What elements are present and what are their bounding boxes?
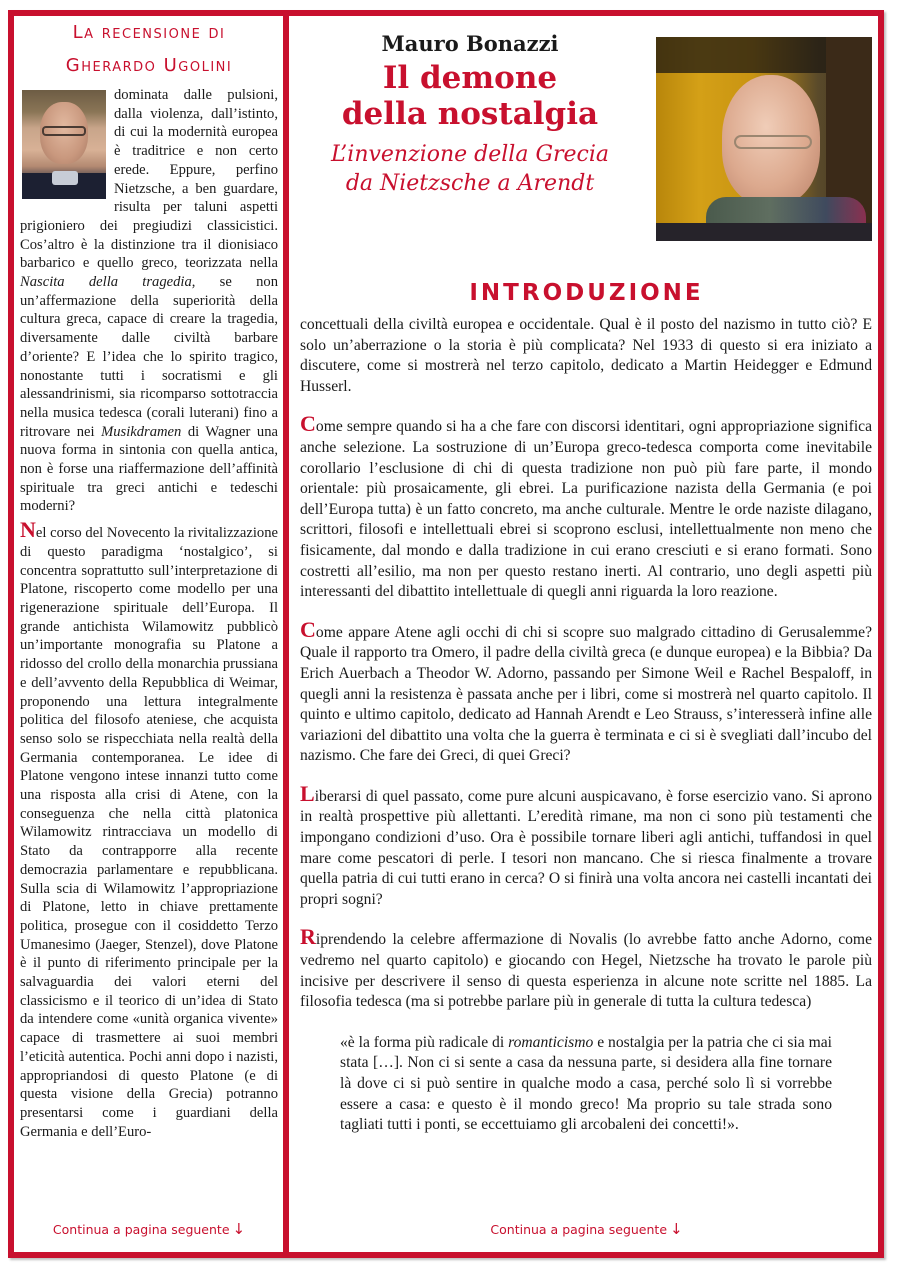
review-paragraph-2: Nel corso del Novecento la rivitalizzazione di questo paradigma ‘nostalgico’, si concentra soprattutto sull’interpretazione di Platone, riscoperto come modello per una rigenerazione spirituale dell’Europa. Il grande antichista Wilamowitz pubblicò un’importante monografia su Platone a ridosso del crollo della monarchia prussiana e dell’avvento della Repubblica di Weimar, proponendo una lettura integralmente politica del filosofo ateniese, che acquista senso solo se rispecchiata nella realtà della Germania contemporanea. Le idee di Platone vengono intese innanzi tutto come una risposta alla crisi di Atene, con la conseguenza che nella città platonica Wilamowitz rintracciava un modello di Stato da contrapporre alla recente democrazia parlamentare e repubblicana. Sulla scia di Wilamowitz l’appropriazione di Platone, letto in chiave prettamente politica, prosegue con il cosiddetto Terzo Umanesimo (Jaeger, Stenzel), dove Platone è il punto di riferimento principale per la salvaguardia dei valori eterni del classicismo e il teorico di un’idea di Stato da intendere come «unità organica vivente» capace di trasmettere ai suoi membri l’eticità autentica. Pochi anni dopo i nazisti, appropriandosi di questo Platone (e di questa visione della Grecia) potranno presentarsi come i guardiani della Germania e dell’Euro- [20,517,278,1140]
work-title-italic: Musikdramen [101,423,182,440]
book-subtitle: L’invenzione della Grecia da Nietzsche a Arendt [330,142,610,196]
dropcap: N [20,517,36,543]
author-glasses [734,135,812,149]
excerpt-paragraph-1: concettuali della civiltà europea e occidentale. Qual è il posto del nazismo in tutto ciò? E solo un’aberrazione o la storia è più complicata? Nel 1933 di questo si era iniziato a discutere, come si mostrerà nel terzo capitolo, dedicato a Martin Heidegger e Edmund Husserl. [300,316,872,395]
arrow-down-icon: ↓ [670,1220,683,1238]
dropcap: C [300,411,316,437]
column-divider [283,10,289,1258]
book-author: Mauro Bonazzi [381,31,559,56]
review-heading [20,16,278,82]
nietzsche-quote: «è la forma più radicale di romanticismo e nostalgia per la patria che ci sia mai stata […]. Non ci si sente a casa da nessuna parte, si desidera alla fine tornare là dove ci si può sentire in qualche modo a casa, perché solo lì si vorrebbe essere a casa: e questo è il mondo greco! Ma proprio su tale strada sono tagliati tutti i ponti, se eccettuiamo gli arcobaleni dei concetti!». [340,1033,832,1134]
reviewer-photo [22,90,106,199]
reviewer-collar [52,171,78,185]
book-title-block [295,16,645,198]
review-heading-line-2: Gherardo Ugolini [65,55,233,76]
excerpt-column [295,16,878,1252]
dropcap: R [300,924,316,950]
continue-next-page-link[interactable]: Continua a pagina seguente ↓ [52,1220,246,1238]
author-photo [656,37,872,241]
arrow-down-icon: ↓ [232,1220,246,1238]
continue-next-page-link[interactable]: Continua a pagina seguente ↓ [490,1220,683,1238]
reviewer-glasses [42,126,86,136]
book-title-italic: Nascita della tragedia [20,274,192,291]
excerpt-paragraph-2: Come sempre quando si ha a che fare con discorsi identitari, ogni appropriazione significa anche selezione. La sostruzione di un’Europa greco-tedesca comporta come inevitabile corollario l’esclusione di chi di questa tradizione non può più fare parte, il mondo orientale: più prosaicamente, gli ebrei. La purificazione nazista della Germania (e poi dell’Europa tutta) è un fatto concreto, ma anche culturale. Mentre le orde naziste dilagano, scrittori, filosofi e intellettuali ebrei si scoprono esclusi, intellettualmente non meno che fisicamente, dal mondo e dalla tradizione in cui erano cresciuti e si erano formati. Sono costretti all’esilio, ma non per questo restano inerti. Al contrario, uno degli aspetti più interessanti del dibattito intellettuale di quegli anni riguarda la loro reazione. [300,411,872,601]
dropcap: C [300,616,316,642]
review-paragraph-1: dominata dalle pulsioni, dalla violenza, dall’istinto, di cui la modernità europea è traditrice e non certo erede. Eppure, perfino Nietzsche, a ben guardare, risulta per taluni aspetti prigioniero dei pregiudizi classicistici. Cos’altro è la distinzione tra il dionisiaco barbarico e quello greco, teorizzata nella Nascita della tragedia, se non un’affermazione della superiorità della cultura greca, capace di creare la tragedia, diversamente dalle civiltà barbare d’oriente? E l’idea che lo spirito tragico, nonostante tutti i socratismi e gli alessandrinismi, sia ricomparso sottotraccia nella musica tedesca (corali luterani) fino a ritrovare nei Musikdramen di Wagner una nuova forma in sintonia con quella antica, non è forse una riaffermazione dell’affinità spirituale tra greci antichi e tedeschi moderni? [20,87,278,515]
review-body [20,86,278,1141]
excerpt-body [300,315,872,1136]
book-title: Il demone della nostalgia [341,60,599,132]
excerpt-paragraph-4: Liberarsi di quel passato, come pure alcuni auspicavano, è forse esercizio vano. Si aprono in realtà prospettive più allettanti. L’eredità rimane, ma non ci sono più testamenti che impongano condizioni d’uso. Ora è possibile tornare liberi agli antichi, tuffandosi in quel mare come pescatori di perle. I tesori non mancano. Che si riesca finalmente a trovare quella patria di cui tutti erano in cerca? O si finirà una volta ancora nei castelli incantati dei propri sogni? [300,780,872,908]
review-heading-line-1: La recensione di [72,22,226,43]
section-heading: INTRODUZIONE [469,280,704,306]
excerpt-paragraph-5: Riprendendo la celebre affermazione di Novalis (lo avrebbe fatto anche Adorno, come vedremo nel quarto capitolo) e giocando con Hegel, Nietzsche ha trovato le parole più incisive per descrivere il senso di questa esperienza in alcune note scritte nel 1885. La filosofia tedesca (ma si potrebbe parlare più in generale di tutta la cultura tedesca) [300,924,872,1011]
author-coat [656,223,872,241]
review-column [20,16,278,1252]
excerpt-paragraph-3: Come appare Atene agli occhi di chi si scopre suo malgrado cittadino di Gerusalemme? Quale il rapporto tra Omero, il padre della civiltà greca (e dunque europea) e la Bibbia? Da Erich Auerbach a Theodor W. Adorno, passando per Simone Weil e Rachel Bespaloff, in quegli anni la resistenza è passata anche per i libri, come si mostrerà nel quarto capitolo. Il quinto e ultimo capitolo, dedicato ad Hannah Arendt e Leo Strauss, s’interesserà infine alle variazioni del dibattito una volta che la guerra è terminata e ci si è svegliati dall’incubo del nazismo. Che fare dei Greci, di quei Greci? [300,616,872,765]
dropcap: L [300,780,315,806]
